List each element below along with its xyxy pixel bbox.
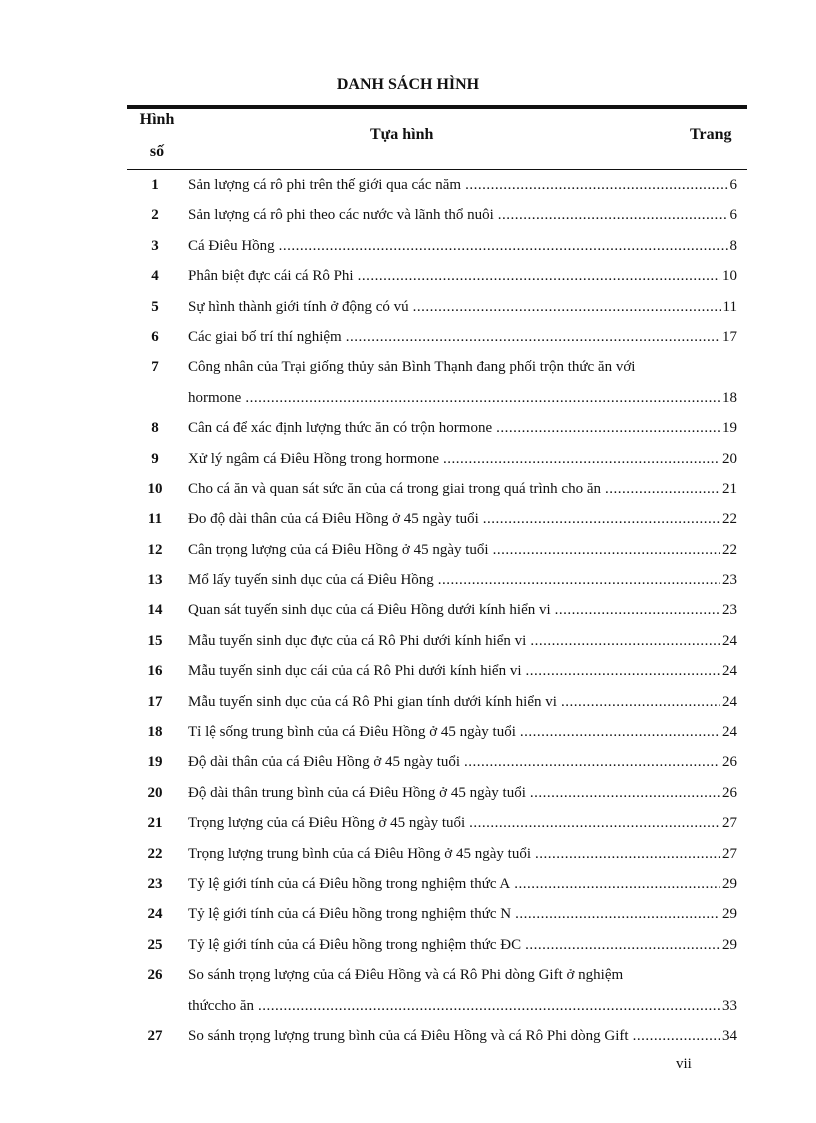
page-number: vii [676, 1056, 692, 1072]
figure-title: Sản lượng cá rô phi trên thế giới qua các năm [188, 177, 462, 193]
dot-leader [535, 846, 720, 863]
figure-entry-line [188, 937, 737, 954]
dot-leader [245, 390, 720, 407]
figure-entry-line [188, 238, 737, 255]
figure-page: 6 [729, 177, 737, 193]
figure-list [127, 171, 747, 1052]
figure-page: 6 [729, 207, 737, 224]
figure-page: 20 [722, 450, 737, 467]
figure-title: So sánh trọng lượng của cá Điêu Hồng và cá Rô Phi dòng Gift ở nghiệm [188, 967, 624, 984]
figure-title: Cho cá ăn và quan sát sức ăn của cá trong giai trong quá trình cho ăn [188, 480, 601, 497]
figure-entry-line [188, 359, 737, 376]
list-item [127, 323, 747, 353]
list-item [127, 536, 747, 566]
list-item [127, 596, 747, 626]
figure-number: 20 [147, 784, 163, 801]
dot-leader [498, 207, 728, 224]
dot-leader [358, 268, 720, 285]
figure-title: Tỷ lệ giới tính của cá Điêu hồng trong nghiệm thức A [188, 875, 511, 892]
figure-entry-line [188, 694, 737, 711]
figure-page: 34 [722, 1027, 737, 1044]
figure-title: Tỷ lệ giới tính của cá Điêu hồng trong nghiệm thức N [188, 906, 512, 923]
list-item [127, 900, 747, 930]
figure-number: 24 [147, 906, 163, 923]
list-item [127, 505, 747, 535]
figure-page: 21 [722, 480, 737, 497]
figure-title: Sản lượng cá rô phi theo các nước và lãnh thổ nuôi [188, 207, 494, 224]
figure-entry-line [188, 785, 737, 802]
figure-number: 19 [147, 754, 163, 771]
figure-entry-line [188, 998, 737, 1015]
figure-number: 7 [151, 359, 159, 376]
figure-number: 22 [147, 845, 163, 862]
dot-leader [633, 1028, 720, 1045]
list-item [127, 657, 747, 687]
figure-number: 4 [151, 268, 159, 285]
figure-number: 18 [147, 724, 163, 741]
dot-leader [605, 481, 720, 498]
dot-leader [258, 998, 720, 1015]
figure-title: Tỉ lệ sống trung bình của cá Điêu Hồng ở 45 ngày tuổi [188, 724, 516, 741]
figure-title: Xử lý ngâm cá Điêu Hồng trong hormone [188, 450, 439, 467]
dot-leader [555, 602, 720, 619]
figure-entry-line [188, 754, 737, 771]
figure-page: 24 [722, 693, 737, 710]
dot-leader [520, 724, 720, 741]
dot-leader [413, 299, 721, 316]
figure-number: 10 [147, 480, 163, 497]
figure-entry-line [188, 572, 737, 589]
figure-number: 26 [147, 967, 163, 984]
dot-leader [530, 785, 720, 802]
list-item [127, 627, 747, 657]
figure-page: 19 [722, 420, 737, 437]
figure-page: 24 [722, 632, 737, 649]
figure-page: 26 [722, 784, 737, 801]
list-item [127, 414, 747, 444]
list-item [127, 870, 747, 900]
figure-entry-line [188, 633, 737, 650]
list-item [127, 353, 747, 383]
dot-leader [469, 815, 720, 832]
figure-title: Đo độ dài thân của cá Điêu Hồng ở 45 ngày tuổi [188, 511, 479, 528]
figure-title: Cân trọng lượng của cá Điêu Hồng ở 45 ngày tuổi [188, 541, 489, 558]
dot-leader [493, 542, 720, 559]
figure-number: 8 [151, 420, 159, 437]
dot-leader [530, 633, 720, 650]
figure-entry-line [188, 815, 737, 832]
figure-title: Cá Điêu Hồng [188, 237, 275, 254]
list-item [127, 718, 747, 748]
figure-title: Sự hình thành giới tính ở động có vú [188, 298, 409, 315]
list-item [127, 840, 747, 870]
figure-title: Công nhân của Trại giống thủy sản Bình Thạnh đang phối trộn thức ăn với [188, 359, 636, 376]
dot-leader [514, 876, 720, 893]
dot-leader [464, 754, 720, 771]
figure-number: 1 [151, 177, 159, 193]
figure-title-continued: thứccho ăn [188, 997, 255, 1014]
figure-number: 11 [147, 511, 163, 528]
figure-number: 2 [151, 207, 159, 224]
figure-entry-line [188, 329, 737, 346]
figure-title-continued: hormone [188, 389, 242, 406]
figure-title: Mẫu tuyến sinh dục của cá Rô Phi gian tính dưới kính hiển vi [188, 693, 557, 710]
figure-entry-line [188, 420, 737, 437]
header-number-label-line2: số [149, 143, 165, 160]
figure-title: Cân cá để xác định lượng thức ăn có trộn hormone [188, 420, 493, 437]
figure-entry-line [188, 451, 737, 468]
figure-page: 23 [722, 572, 737, 589]
figure-title: Phân biệt đực cái cá Rô Phi [188, 268, 354, 285]
figure-page: 10 [722, 268, 737, 285]
figure-title: Quan sát tuyến sinh dục của cá Điêu Hồng dưới kính hiển vi [188, 602, 551, 619]
figure-page: 26 [722, 754, 737, 771]
dot-leader [438, 572, 720, 589]
header-bottom-rule [127, 169, 747, 170]
figure-entry-line [188, 663, 737, 680]
figure-title: Mẫu tuyến sinh dục đực của cá Rô Phi dưới kính hiển vi [188, 632, 527, 649]
figure-page: 33 [722, 997, 737, 1014]
figure-number: 6 [151, 328, 159, 345]
figure-title: Mẫu tuyến sinh dục cái của cá Rô Phi dưới kính hiển vi [188, 663, 522, 680]
list-item [127, 809, 747, 839]
figure-page: 23 [722, 602, 737, 619]
figure-number: 13 [147, 572, 163, 589]
figure-title: So sánh trọng lượng trung bình của cá Điêu Hồng và cá Rô Phi dòng Gift [188, 1027, 629, 1044]
list-item [127, 201, 747, 231]
figure-entry-line [188, 511, 737, 528]
figure-page: 27 [722, 815, 737, 832]
list-item [127, 961, 747, 991]
dot-leader [465, 177, 727, 194]
figure-page: 18 [722, 389, 737, 406]
figure-entry-line [188, 390, 737, 407]
list-item [127, 445, 747, 475]
figure-page: 27 [722, 845, 737, 862]
figure-page: 24 [722, 663, 737, 680]
figure-title: Độ dài thân của cá Điêu Hồng ở 45 ngày tuổi [188, 754, 461, 771]
figure-page: 24 [722, 724, 737, 741]
dot-leader [443, 451, 720, 468]
figure-title: Mổ lấy tuyến sinh dục của cá Điêu Hồng [188, 572, 434, 589]
page-title: DANH SÁCH HÌNH [336, 76, 480, 93]
list-item [127, 931, 747, 961]
figure-entry-line [188, 481, 737, 498]
figure-entry-line [188, 724, 737, 741]
figure-entry-line [188, 268, 737, 285]
list-item [127, 748, 747, 778]
figure-number: 25 [147, 936, 163, 953]
figure-entry-line [188, 602, 737, 619]
dot-leader [483, 511, 720, 528]
figure-page: 29 [722, 936, 737, 953]
figure-title: Tỷ lệ giới tính của cá Điêu hồng trong nghiệm thức ĐC [188, 936, 522, 953]
figure-entry-line [188, 967, 737, 984]
figure-number: 5 [151, 298, 159, 315]
figure-page: 29 [722, 906, 737, 923]
figure-entry-line [188, 846, 737, 863]
figure-title: Các giai bố trí thí nghiệm [188, 328, 342, 345]
list-item [127, 566, 747, 596]
figure-page: 29 [722, 875, 737, 892]
list-item [127, 688, 747, 718]
header-top-rule [127, 105, 747, 109]
figure-title: Độ dài thân trung bình của cá Điêu Hồng ở 45 ngày tuổi [188, 784, 526, 801]
header-page-label: Trang [690, 126, 732, 143]
figure-number: 14 [147, 602, 163, 619]
dot-leader [526, 663, 720, 680]
list-item [127, 171, 747, 201]
figure-number: 12 [147, 541, 163, 558]
dot-leader [525, 937, 720, 954]
figure-page: 22 [722, 511, 737, 528]
figure-entry-line [188, 876, 737, 893]
figure-page: 8 [729, 237, 737, 254]
figure-entry-line [188, 906, 737, 923]
figure-number: 15 [147, 632, 163, 649]
list-item [127, 262, 747, 292]
dot-leader [279, 238, 728, 255]
list-item [127, 293, 747, 323]
figure-entry-line [188, 299, 737, 316]
list-item [127, 475, 747, 505]
figure-page: 22 [722, 541, 737, 558]
figure-page: 17 [722, 328, 737, 345]
figure-number: 9 [151, 450, 159, 467]
figure-number: 16 [147, 663, 163, 680]
dot-leader [561, 694, 720, 711]
figure-entry-line [188, 542, 737, 559]
figure-title: Trọng lượng của cá Điêu Hồng ở 45 ngày tuổi [188, 815, 466, 832]
list-item [127, 1022, 747, 1052]
header-title-label: Tựa hình [370, 126, 434, 143]
figure-number: 23 [147, 875, 163, 892]
dot-leader [496, 420, 720, 437]
list-item [127, 779, 747, 809]
figure-page: 11 [722, 298, 737, 315]
figure-number: 21 [147, 815, 163, 832]
figure-title: Trọng lượng trung bình của cá Điêu Hồng ở 45 ngày tuổi [188, 845, 531, 862]
list-item [127, 232, 747, 262]
figure-entry-line [188, 1028, 737, 1045]
figure-entry-line [188, 177, 737, 194]
dot-leader [346, 329, 720, 346]
dot-leader [515, 906, 720, 923]
figure-number: 17 [147, 693, 163, 710]
figure-number: 3 [151, 237, 159, 254]
figure-number: 27 [147, 1027, 163, 1044]
list-item-continuation [127, 992, 747, 1022]
header-number-label-line1: Hình [139, 111, 175, 128]
list-item-continuation [127, 384, 747, 414]
figure-entry-line [188, 207, 737, 224]
